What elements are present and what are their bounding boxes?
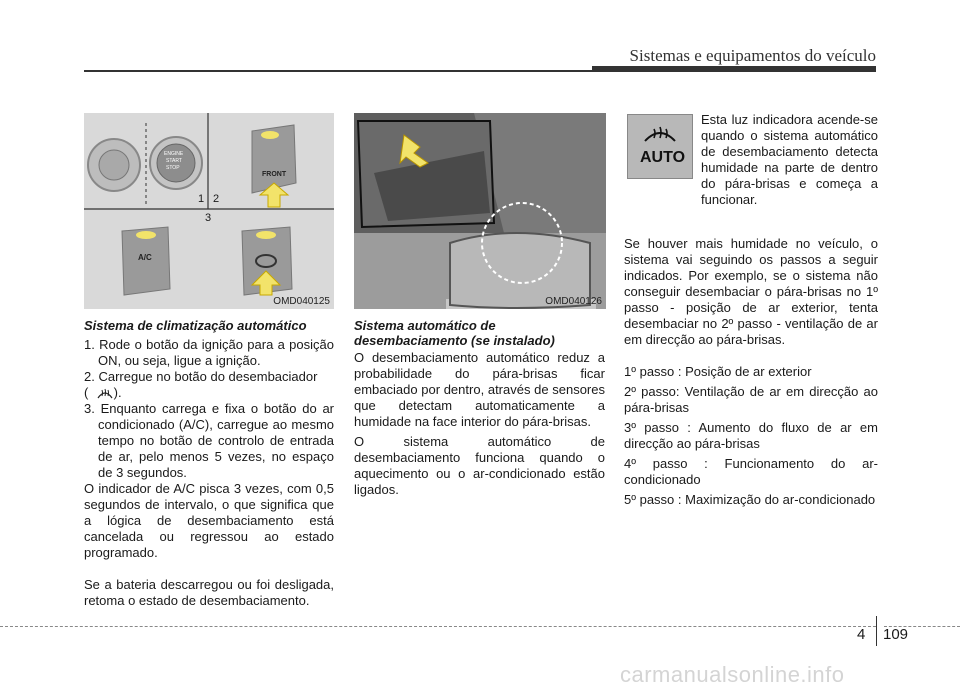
column-1 — [84, 318, 334, 609]
engine-label-1: ENGINE — [164, 151, 184, 157]
step-2-icon-line — [84, 385, 334, 401]
section-heading-climate: Sistema de climatização automático — [84, 318, 307, 333]
passo-3: 3º passo : Aumento do fluxo de ar em direcção ao pára-brisas — [624, 420, 878, 451]
passo-4: 4º passo : Funcionamento do ar-condicionado — [624, 456, 878, 487]
passo-1: 1º passo : Posição de ar exterior — [624, 364, 812, 379]
engine-label-3: STOP — [166, 165, 180, 171]
ac-button-label: A/C — [138, 253, 152, 262]
figure-label-2: 2 — [213, 193, 220, 205]
figure-code: OMD040126 — [545, 296, 602, 307]
step-2-text: 2. Carregue no botão do desembaciador — [84, 369, 318, 384]
footer-divider — [876, 616, 877, 646]
figure-label-3: 3 — [205, 212, 212, 224]
step-2 — [84, 369, 334, 385]
paragraph-battery: Se a bateria descarregou ou foi desligada, retoma o estado de desembaciamento. — [84, 577, 334, 608]
auto-label: AUTO — [640, 149, 686, 166]
step-2-suffix: ( ). — [84, 385, 122, 400]
header-bar — [592, 66, 876, 72]
passo-2: 2º passo: Ventilação de ar em direcção ao pára-brisas — [624, 384, 878, 415]
defrost-icon — [96, 386, 114, 400]
section-heading-defog-1: Sistema automático de — [354, 318, 496, 333]
figure-climate-buttons — [84, 113, 334, 309]
step-1: 1. Rode o botão da ignição para a posição ON, ou seja, ligue a ignição. — [84, 337, 334, 368]
figure-sensor-illustration — [354, 113, 606, 309]
watermark: carmanualsonline.info — [620, 662, 845, 687]
chapter-number: 4 — [857, 626, 866, 643]
footer-rule — [0, 626, 876, 627]
column-3-intro: Esta luz indicadora acende-se quando o sistema automático de desembaciamento detecta humidade na parte de dentro do pára-brisas e começa a funcionar. — [701, 112, 878, 207]
column-2 — [354, 318, 605, 498]
auto-indicator — [627, 114, 693, 179]
figure-code: OMD040125 — [273, 296, 330, 307]
page-header-title: Sistemas e equipamentos do veículo — [629, 46, 876, 65]
defrost-icon — [643, 123, 677, 143]
column-3 — [624, 236, 878, 508]
paragraph-defog-operation: O sistema automático de desembaciamento funciona quando o aquecimento ou o ar-condicionado estão ligados. — [354, 434, 605, 497]
figure-defog-sensor — [354, 113, 606, 309]
figure-label-1: 1 — [198, 193, 205, 205]
engine-label-2: START — [166, 158, 182, 164]
step-3: 3. Enquanto carrega e fixa o botão do ar condicionado (A/C), carregue ao mesmo tempo no botão de controlo de entrada de ar, pelo menos 5 vezes, no espaço de 3 segundos. — [84, 401, 334, 480]
paragraph-ac-indicator: O indicador de A/C pisca 3 vezes, com 0,5 segundos de intervalo, o que significa que a lógica de desembaciamento está cancelada ou regressou ao estado programado. — [84, 481, 334, 560]
front-button-label: FRONT — [262, 171, 287, 178]
paragraph-humidity: Se houver mais humidade no veículo, o sistema vai seguindo os passos a seguir indicados. Por exemplo, se o sistema não conseguir desembaciar o pára-brisas no 1º passo - posição de ar exterior, tenta desembaciar no 2º passo - ventilação de ar em direcção ao pára-brisas. — [624, 236, 878, 347]
paragraph-defog-intro: O desembaciamento automático reduz a probabilidade do pára-brisas ficar embaciado por dentro, através de sensores que detectam automaticamente a humidade na face interior do pára-brisas. — [354, 350, 605, 429]
section-heading-defog-2: desembaciamento (se instalado) — [354, 333, 555, 348]
page-number: 109 — [883, 626, 909, 643]
passo-5: 5º passo : Maximização do ar-condicionado — [624, 492, 876, 507]
figure-climate-illustration — [84, 113, 334, 309]
